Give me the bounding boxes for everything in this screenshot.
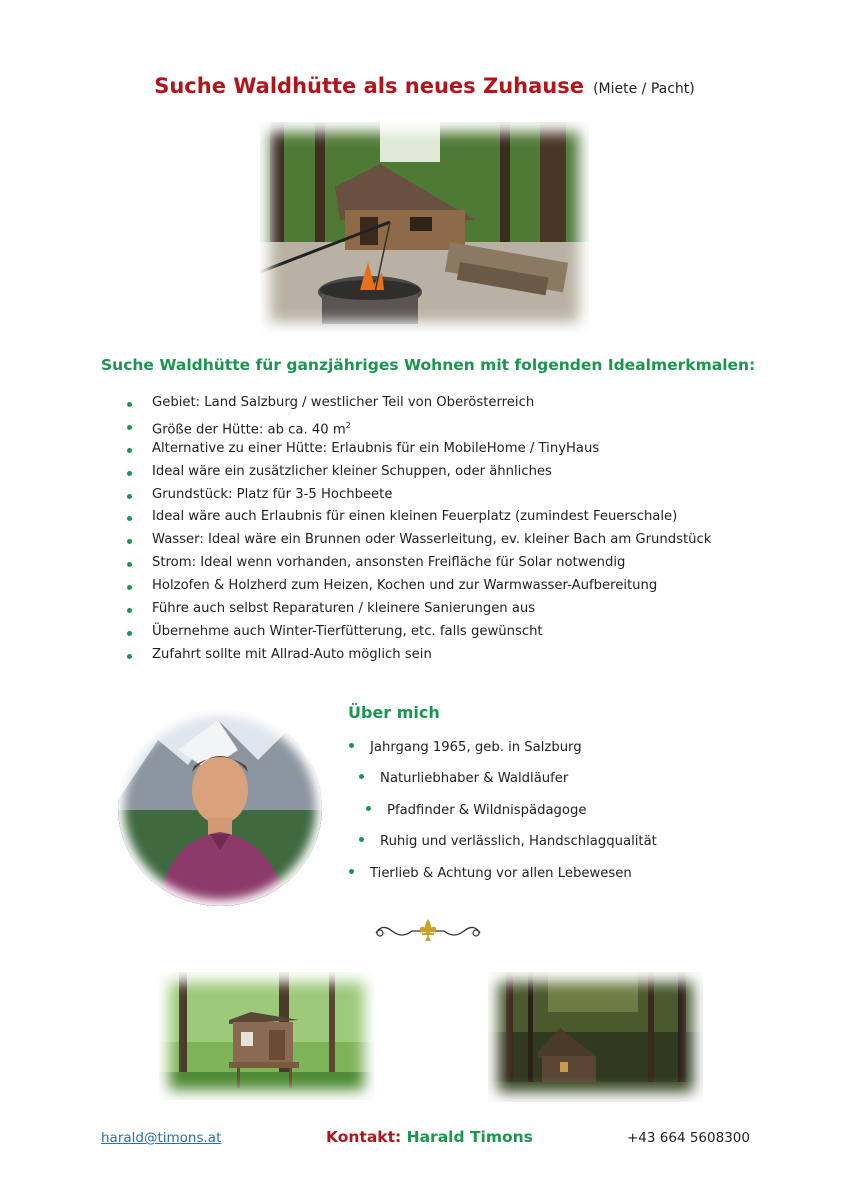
list-item: Übernehme auch Winter-Tierfütterung, etc. falls gewünscht [126,621,711,644]
bullet-dot [349,743,354,748]
list-item: Grundstück: Platz für 3-5 Hochbeete [126,484,711,507]
list-item: Ideal wäre ein zusätzlicher kleiner Schuppen, oder ähnliches [126,461,711,484]
contact-person: Harald Timons [406,1128,533,1146]
list-item: Wasser: Ideal wäre ein Brunnen oder Wasserleitung, ev. kleiner Bach am Grundstück [126,529,711,552]
area-superscript: 2 [345,420,351,430]
about-item: Jahrgang 1965, geb. in Salzburg [349,738,582,758]
requirements-list [126,392,711,667]
list-item: Ideal wäre auch Erlaubnis für einen kleinen Feuerplatz (zumindest Feuerschale) [126,506,711,529]
cabin-firepit-photo [260,122,589,332]
about-heading: Über mich [348,703,440,722]
list-item: Führe auch selbst Reparaturen / kleinere Sanierungen aus [126,598,711,621]
list-item: Größe der Hütte: ab ca. 40 $m^2$ [126,415,711,438]
portrait-photo [118,710,322,906]
forest-cabin-photo [488,972,703,1102]
contact-name [326,1128,533,1146]
bullet-dot [349,869,354,874]
about-item: Pfadfinder & Wildnispädagoge [366,801,586,821]
title-subtitle: (Miete / Pacht) [593,81,695,97]
bullet-dot [359,774,364,779]
list-item: Zufahrt sollte mit Allrad-Auto möglich sein [126,644,711,667]
list-item: Alternative zu einer Hütte: Erlaubnis für ein MobileHome / TinyHaus [126,438,711,461]
page-title [0,74,849,98]
about-item: Tierlieb & Achtung vor allen Lebewesen [349,864,632,884]
phone-number: +43 664 5608300 [627,1130,750,1146]
contact-label: Kontakt: [326,1128,402,1146]
title-main: Suche Waldhütte als neues Zuhause [154,74,584,98]
requirements-heading: Suche Waldhütte für ganzjähriges Wohnen mit folgenden Idealmerkmalen: [101,356,756,374]
bullet-dot [359,837,364,842]
list-item: Strom: Ideal wenn vorhanden, ansonsten Freifläche für Solar notwendig [126,552,711,575]
list-item: Holzofen & Holzherd zum Heizen, Kochen und zur Warmwasser-Aufbereitung [126,575,711,598]
bullet-dot [366,806,371,811]
about-item: Naturliebhaber & Waldläufer [359,769,568,789]
list-item: Gebiet: Land Salzburg / westlicher Teil von Oberösterreich [126,392,711,415]
about-item: Ruhig und verlässlich, Handschlagqualität [359,832,657,852]
tree-cabin-photo [159,972,374,1100]
email-link[interactable]: harald@timons.at [101,1130,222,1146]
contact-footer [0,1128,849,1152]
fleur-de-lis-divider-icon [372,917,484,947]
